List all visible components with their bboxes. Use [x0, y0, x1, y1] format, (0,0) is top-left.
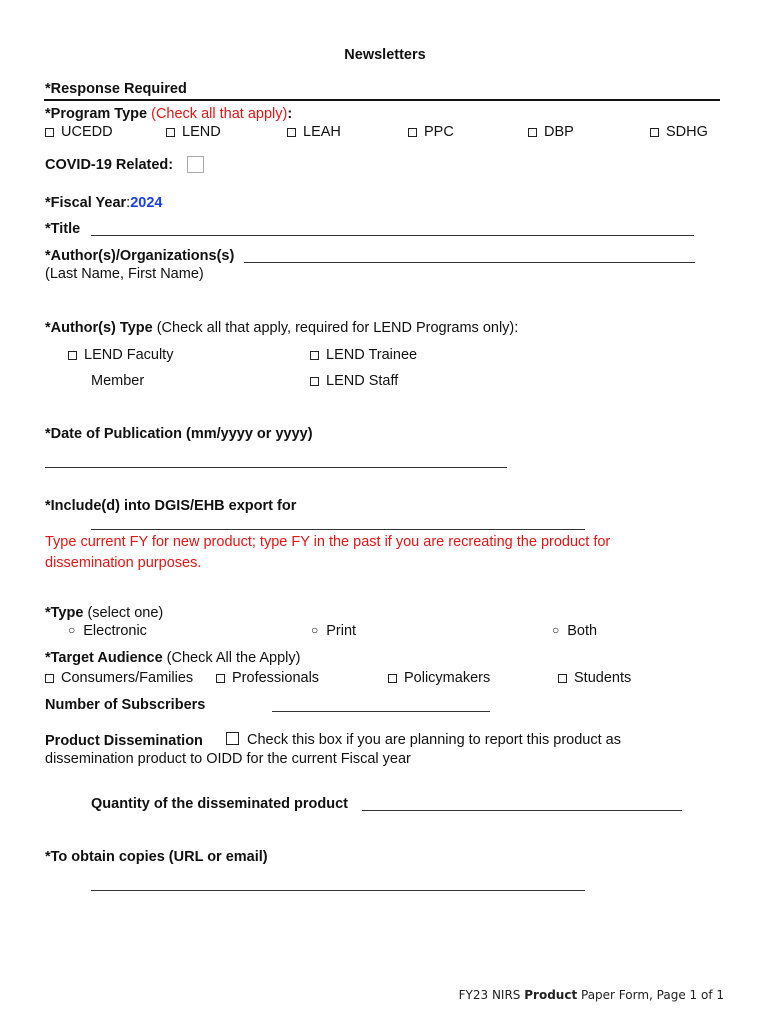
- audience-option-policymakers[interactable]: [388, 670, 490, 686]
- checkbox[interactable]: [650, 128, 659, 137]
- author-type-heading: [45, 320, 518, 336]
- checkbox[interactable]: [287, 128, 296, 137]
- dissemination-text-1: Check this box if you are planning to report this product as: [247, 732, 621, 748]
- radio-icon[interactable]: ○: [552, 623, 560, 637]
- authors-field-label: *Author(s)/Organizations(s): [45, 248, 235, 264]
- include-export-label: *Include(d) into DGIS/EHB export for: [45, 498, 297, 514]
- include-export-instruction-1: Type current FY for new product; type FY in the past if you are recreating the product for: [45, 534, 611, 550]
- audience-option-label: Students: [574, 670, 632, 686]
- author-type-label: *Author(s) Type: [45, 320, 153, 336]
- radio-icon[interactable]: ○: [311, 623, 319, 637]
- program-option-label: DBP: [544, 124, 574, 140]
- checkbox[interactable]: [528, 128, 537, 137]
- author-type-lend-staff[interactable]: [310, 373, 398, 389]
- type-label: *Type: [45, 605, 84, 621]
- quantity-label: Quantity of the disseminated product: [91, 796, 348, 812]
- response-required-label: *Response Required: [45, 81, 187, 97]
- dissemination-checkbox-row[interactable]: [226, 732, 621, 748]
- author-type-lend-trainee[interactable]: [310, 347, 417, 363]
- checkbox[interactable]: [310, 377, 319, 386]
- program-type-label: *Program Type: [45, 106, 148, 122]
- radio-icon[interactable]: ○: [68, 623, 76, 637]
- type-option-label: Both: [567, 623, 598, 639]
- copies-input-line[interactable]: [91, 890, 585, 891]
- fiscal-year-row: [45, 195, 162, 211]
- include-export-instruction-2: dissemination purposes.: [45, 555, 202, 571]
- type-option-label: Electronic: [83, 623, 147, 639]
- dissemination-row: [45, 733, 203, 749]
- subscribers-label: Number of Subscribers: [45, 697, 206, 713]
- date-publication-input-line[interactable]: [45, 467, 507, 468]
- program-option-leah[interactable]: [287, 124, 341, 140]
- checkbox[interactable]: [388, 674, 397, 683]
- program-option-lend[interactable]: [166, 124, 221, 140]
- authors-hint: (Last Name, First Name): [45, 266, 204, 282]
- covid-label: COVID-19 Related:: [45, 157, 174, 173]
- program-type-colon: :: [287, 106, 293, 122]
- audience-option-label: Professionals: [232, 670, 320, 686]
- quantity-input-line[interactable]: [362, 810, 682, 811]
- page-title: Newsletters: [344, 47, 426, 63]
- target-audience-note: (Check All the Apply): [166, 650, 301, 666]
- fiscal-year-value[interactable]: 2024: [130, 195, 163, 211]
- checkbox[interactable]: [310, 351, 319, 360]
- type-heading: [45, 605, 163, 621]
- dissemination-label: Product Dissemination: [45, 733, 203, 749]
- author-type-option-label: LEND Faculty: [84, 347, 174, 363]
- author-type-lend-faculty[interactable]: [68, 347, 173, 363]
- program-option-ucedd[interactable]: [45, 124, 113, 140]
- checkbox[interactable]: [45, 674, 54, 683]
- target-audience-heading: [45, 650, 300, 666]
- checkbox[interactable]: [558, 674, 567, 683]
- checkbox[interactable]: [45, 128, 54, 137]
- program-option-label: PPC: [424, 124, 454, 140]
- footer-prefix: FY23 NIRS: [458, 988, 525, 1002]
- audience-option-professionals[interactable]: [216, 670, 319, 686]
- program-option-label: UCEDD: [61, 124, 113, 140]
- footer-bold: Product: [524, 988, 578, 1002]
- target-audience-label: *Target Audience: [45, 650, 163, 666]
- program-option-label: LEND: [182, 124, 221, 140]
- type-option-print[interactable]: [311, 623, 356, 639]
- type-option-label: Print: [326, 623, 357, 639]
- covid-checkbox[interactable]: [187, 156, 204, 173]
- checkbox[interactable]: [408, 128, 417, 137]
- author-type-option-label: LEND Staff: [326, 373, 399, 389]
- checkbox[interactable]: [166, 128, 175, 137]
- title-field-label: *Title: [45, 221, 81, 237]
- audience-option-consumers[interactable]: [45, 670, 193, 686]
- program-option-label: LEAH: [303, 124, 341, 140]
- include-export-input-line[interactable]: [91, 529, 585, 530]
- page-footer: [459, 988, 724, 1002]
- author-type-option-continuation: Member: [91, 373, 145, 389]
- program-option-sdhg[interactable]: [650, 124, 708, 140]
- dissemination-text-2: dissemination product to OIDD for the current Fiscal year: [45, 751, 411, 767]
- dissemination-checkbox[interactable]: [226, 732, 239, 745]
- type-note: (select one): [87, 605, 164, 621]
- title-input-line[interactable]: [91, 235, 694, 236]
- program-option-ppc[interactable]: [408, 124, 454, 140]
- audience-option-students[interactable]: [558, 670, 631, 686]
- copies-label: *To obtain copies (URL or email): [45, 849, 268, 865]
- program-option-dbp[interactable]: [528, 124, 574, 140]
- program-option-label: SDHG: [666, 124, 708, 140]
- audience-option-label: Policymakers: [404, 670, 491, 686]
- audience-option-label: Consumers/Families: [61, 670, 194, 686]
- authors-input-line[interactable]: [244, 262, 695, 263]
- type-option-electronic[interactable]: [68, 623, 147, 639]
- fiscal-year-label: *Fiscal Year: [45, 195, 127, 211]
- checkbox[interactable]: [68, 351, 77, 360]
- checkbox[interactable]: [216, 674, 225, 683]
- subscribers-input-line[interactable]: [272, 711, 490, 712]
- type-option-both[interactable]: [552, 623, 597, 639]
- program-type-heading: [45, 106, 292, 122]
- author-type-option-label: LEND Trainee: [326, 347, 418, 363]
- author-type-note: (Check all that apply, required for LEND Programs only):: [156, 320, 519, 336]
- fiscal-year-separator: :: [126, 195, 131, 211]
- footer-suffix: Paper Form, Page 1 of 1: [577, 988, 724, 1002]
- header-divider: [44, 99, 720, 101]
- date-publication-label: *Date of Publication (mm/yyyy or yyyy): [45, 426, 313, 442]
- program-type-note: (Check all that apply): [151, 106, 288, 122]
